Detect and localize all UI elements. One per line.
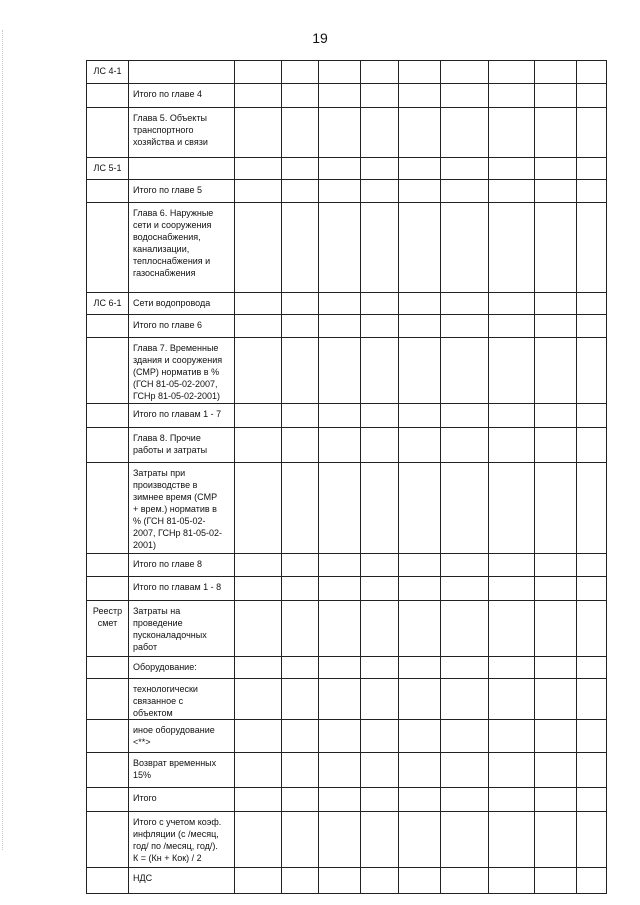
- empty-value-cell: [282, 601, 319, 657]
- empty-value-cell: [399, 679, 441, 720]
- empty-value-cell: [361, 338, 399, 404]
- empty-value-cell: [361, 868, 399, 894]
- empty-value-cell: [535, 577, 577, 601]
- empty-value-cell: [577, 315, 607, 338]
- empty-value-cell: [235, 812, 282, 868]
- empty-value-cell: [399, 84, 441, 108]
- empty-value-cell: [399, 203, 441, 293]
- table-row: [87, 293, 607, 315]
- empty-value-cell: [282, 338, 319, 404]
- empty-value-cell: [577, 868, 607, 894]
- empty-value-cell: [489, 158, 535, 180]
- page-number: 19: [312, 30, 328, 46]
- row-code-cell: [87, 812, 129, 868]
- empty-value-cell: [441, 788, 489, 812]
- empty-value-cell: [577, 463, 607, 554]
- row-code-cell: [87, 679, 129, 720]
- table-row: [87, 601, 607, 657]
- empty-value-cell: [282, 463, 319, 554]
- empty-value-cell: [399, 158, 441, 180]
- table-row: [87, 788, 607, 812]
- empty-value-cell: [282, 788, 319, 812]
- table-row: [87, 679, 607, 720]
- empty-value-cell: [319, 315, 361, 338]
- empty-value-cell: [361, 293, 399, 315]
- empty-value-cell: [282, 293, 319, 315]
- empty-value-cell: [282, 404, 319, 428]
- empty-value-cell: [441, 203, 489, 293]
- empty-value-cell: [319, 293, 361, 315]
- empty-value-cell: [361, 315, 399, 338]
- row-code-cell: Реестр смет: [87, 601, 129, 657]
- empty-value-cell: [399, 404, 441, 428]
- row-name-cell: [129, 61, 235, 84]
- empty-value-cell: [489, 753, 535, 788]
- empty-value-cell: [361, 720, 399, 753]
- table-row: [87, 108, 607, 158]
- empty-value-cell: [441, 61, 489, 84]
- empty-value-cell: [441, 108, 489, 158]
- row-code-cell: [87, 463, 129, 554]
- empty-value-cell: [577, 679, 607, 720]
- empty-value-cell: [489, 812, 535, 868]
- empty-value-cell: [319, 180, 361, 203]
- row-code-cell: [87, 554, 129, 577]
- row-name-cell: Итого: [129, 788, 235, 812]
- empty-value-cell: [235, 203, 282, 293]
- empty-value-cell: [441, 315, 489, 338]
- empty-value-cell: [535, 788, 577, 812]
- empty-value-cell: [235, 180, 282, 203]
- row-code-cell: [87, 338, 129, 404]
- empty-value-cell: [361, 577, 399, 601]
- empty-value-cell: [235, 158, 282, 180]
- table-row: [87, 577, 607, 601]
- empty-value-cell: [535, 720, 577, 753]
- empty-value-cell: [577, 577, 607, 601]
- empty-value-cell: [535, 404, 577, 428]
- row-name-cell: Глава 6. Наружные сети и сооружения водоснабжения, канализации, теплоснабжения и газоснабжения: [129, 203, 235, 293]
- row-name-cell: Глава 5. Объекты транспортного хозяйства и связи: [129, 108, 235, 158]
- empty-value-cell: [319, 812, 361, 868]
- empty-value-cell: [399, 868, 441, 894]
- empty-value-cell: [577, 753, 607, 788]
- empty-value-cell: [319, 108, 361, 158]
- row-name-cell: Сети водопровода: [129, 293, 235, 315]
- row-code-cell: [87, 788, 129, 812]
- empty-value-cell: [489, 657, 535, 679]
- empty-value-cell: [235, 315, 282, 338]
- empty-value-cell: [282, 428, 319, 463]
- row-name-cell: Оборудование:: [129, 657, 235, 679]
- empty-value-cell: [319, 679, 361, 720]
- empty-value-cell: [319, 338, 361, 404]
- empty-value-cell: [361, 203, 399, 293]
- empty-value-cell: [399, 108, 441, 158]
- empty-value-cell: [535, 601, 577, 657]
- empty-value-cell: [489, 601, 535, 657]
- empty-value-cell: [361, 657, 399, 679]
- empty-value-cell: [441, 338, 489, 404]
- empty-value-cell: [535, 463, 577, 554]
- empty-value-cell: [235, 293, 282, 315]
- empty-value-cell: [489, 554, 535, 577]
- estimate-table: [86, 60, 607, 894]
- row-name-cell: технологически связанное с объектом: [129, 679, 235, 720]
- empty-value-cell: [577, 203, 607, 293]
- empty-value-cell: [399, 338, 441, 404]
- table-row: [87, 753, 607, 788]
- empty-value-cell: [282, 108, 319, 158]
- empty-value-cell: [489, 788, 535, 812]
- empty-value-cell: [535, 315, 577, 338]
- empty-value-cell: [319, 158, 361, 180]
- row-name-cell: Глава 8. Прочие работы и затраты: [129, 428, 235, 463]
- empty-value-cell: [441, 554, 489, 577]
- row-code-cell: ЛС 4-1: [87, 61, 129, 84]
- empty-value-cell: [441, 428, 489, 463]
- empty-value-cell: [235, 868, 282, 894]
- empty-value-cell: [235, 720, 282, 753]
- row-code-cell: [87, 753, 129, 788]
- empty-value-cell: [282, 84, 319, 108]
- empty-value-cell: [235, 84, 282, 108]
- empty-value-cell: [535, 428, 577, 463]
- empty-value-cell: [235, 463, 282, 554]
- empty-value-cell: [319, 788, 361, 812]
- table-row: [87, 428, 607, 463]
- row-code-cell: ЛС 6-1: [87, 293, 129, 315]
- empty-value-cell: [577, 84, 607, 108]
- empty-value-cell: [361, 601, 399, 657]
- empty-value-cell: [235, 338, 282, 404]
- empty-value-cell: [235, 788, 282, 812]
- empty-value-cell: [489, 679, 535, 720]
- empty-value-cell: [235, 657, 282, 679]
- table-row: [87, 657, 607, 679]
- empty-value-cell: [535, 203, 577, 293]
- row-name-cell: Глава 7. Временные здания и сооружения (СМР) норматив в % (ГСН 81-05-02-2007, ГСНр 81-05-02-2001): [129, 338, 235, 404]
- row-code-cell: [87, 404, 129, 428]
- empty-value-cell: [319, 753, 361, 788]
- empty-value-cell: [577, 428, 607, 463]
- empty-value-cell: [535, 679, 577, 720]
- row-name-cell: Затраты при производстве в зимнее время (СМР + врем.) норматив в % (ГСН 81-05-02- 2007, ГСНр 81-05-02- 2001): [129, 463, 235, 554]
- empty-value-cell: [489, 577, 535, 601]
- empty-value-cell: [282, 868, 319, 894]
- empty-value-cell: [282, 61, 319, 84]
- row-code-cell: [87, 84, 129, 108]
- empty-value-cell: [577, 108, 607, 158]
- empty-value-cell: [399, 812, 441, 868]
- empty-value-cell: [361, 753, 399, 788]
- empty-value-cell: [577, 554, 607, 577]
- table-row: [87, 338, 607, 404]
- empty-value-cell: [577, 720, 607, 753]
- empty-value-cell: [361, 554, 399, 577]
- empty-value-cell: [489, 720, 535, 753]
- empty-value-cell: [441, 84, 489, 108]
- row-code-cell: [87, 315, 129, 338]
- empty-value-cell: [441, 293, 489, 315]
- table-row: [87, 554, 607, 577]
- row-name-cell: [129, 158, 235, 180]
- table-row: [87, 61, 607, 84]
- empty-value-cell: [441, 720, 489, 753]
- empty-value-cell: [361, 61, 399, 84]
- empty-value-cell: [535, 84, 577, 108]
- empty-value-cell: [577, 338, 607, 404]
- table-row: [87, 315, 607, 338]
- empty-value-cell: [577, 788, 607, 812]
- empty-value-cell: [535, 293, 577, 315]
- empty-value-cell: [399, 788, 441, 812]
- empty-value-cell: [399, 657, 441, 679]
- empty-value-cell: [361, 404, 399, 428]
- empty-value-cell: [399, 601, 441, 657]
- empty-value-cell: [441, 657, 489, 679]
- empty-value-cell: [282, 657, 319, 679]
- row-name-cell: Итого по главе 8: [129, 554, 235, 577]
- empty-value-cell: [535, 812, 577, 868]
- empty-value-cell: [319, 601, 361, 657]
- empty-value-cell: [282, 203, 319, 293]
- empty-value-cell: [489, 315, 535, 338]
- row-code-cell: [87, 720, 129, 753]
- row-code-cell: [87, 108, 129, 158]
- empty-value-cell: [319, 868, 361, 894]
- empty-value-cell: [361, 788, 399, 812]
- empty-value-cell: [235, 61, 282, 84]
- empty-value-cell: [399, 315, 441, 338]
- empty-value-cell: [441, 577, 489, 601]
- empty-value-cell: [282, 679, 319, 720]
- table-row: [87, 812, 607, 868]
- row-name-cell: Итого по главе 6: [129, 315, 235, 338]
- empty-value-cell: [577, 404, 607, 428]
- table-row: [87, 720, 607, 753]
- empty-value-cell: [319, 61, 361, 84]
- empty-value-cell: [577, 812, 607, 868]
- empty-value-cell: [319, 577, 361, 601]
- row-code-cell: [87, 577, 129, 601]
- empty-value-cell: [319, 657, 361, 679]
- table-row: [87, 868, 607, 894]
- empty-value-cell: [361, 158, 399, 180]
- row-code-cell: [87, 428, 129, 463]
- empty-value-cell: [282, 315, 319, 338]
- empty-value-cell: [489, 404, 535, 428]
- empty-value-cell: [489, 463, 535, 554]
- empty-value-cell: [235, 108, 282, 158]
- row-name-cell: иное оборудование <**>: [129, 720, 235, 753]
- empty-value-cell: [282, 577, 319, 601]
- empty-value-cell: [535, 868, 577, 894]
- empty-value-cell: [441, 868, 489, 894]
- empty-value-cell: [235, 404, 282, 428]
- empty-value-cell: [282, 812, 319, 868]
- empty-value-cell: [361, 180, 399, 203]
- row-code-cell: [87, 657, 129, 679]
- empty-value-cell: [441, 812, 489, 868]
- empty-value-cell: [235, 428, 282, 463]
- empty-value-cell: [282, 158, 319, 180]
- empty-value-cell: [535, 61, 577, 84]
- empty-value-cell: [489, 868, 535, 894]
- empty-value-cell: [535, 554, 577, 577]
- empty-value-cell: [361, 812, 399, 868]
- empty-value-cell: [535, 158, 577, 180]
- table-row: [87, 158, 607, 180]
- scan-edge-marks: [2, 30, 5, 850]
- empty-value-cell: [399, 428, 441, 463]
- empty-value-cell: [319, 720, 361, 753]
- empty-value-cell: [535, 753, 577, 788]
- empty-value-cell: [399, 753, 441, 788]
- row-code-cell: [87, 180, 129, 203]
- table-row: [87, 180, 607, 203]
- empty-value-cell: [319, 428, 361, 463]
- empty-value-cell: [577, 657, 607, 679]
- empty-value-cell: [535, 657, 577, 679]
- empty-value-cell: [489, 338, 535, 404]
- empty-value-cell: [282, 554, 319, 577]
- row-name-cell: Итого по главе 5: [129, 180, 235, 203]
- empty-value-cell: [441, 753, 489, 788]
- empty-value-cell: [319, 203, 361, 293]
- row-name-cell: Возврат временных 15%: [129, 753, 235, 788]
- empty-value-cell: [399, 293, 441, 315]
- empty-value-cell: [361, 108, 399, 158]
- empty-value-cell: [489, 203, 535, 293]
- row-name-cell: Затраты на проведение пусконаладочных работ: [129, 601, 235, 657]
- estimate-rows: [87, 61, 607, 894]
- empty-value-cell: [399, 180, 441, 203]
- empty-value-cell: [399, 554, 441, 577]
- empty-value-cell: [577, 158, 607, 180]
- empty-value-cell: [319, 463, 361, 554]
- empty-value-cell: [535, 108, 577, 158]
- table-row: [87, 84, 607, 108]
- empty-value-cell: [489, 61, 535, 84]
- empty-value-cell: [489, 84, 535, 108]
- empty-value-cell: [282, 180, 319, 203]
- empty-value-cell: [441, 180, 489, 203]
- row-name-cell: НДС: [129, 868, 235, 894]
- empty-value-cell: [535, 338, 577, 404]
- empty-value-cell: [441, 463, 489, 554]
- empty-value-cell: [577, 180, 607, 203]
- row-code-cell: ЛС 5-1: [87, 158, 129, 180]
- empty-value-cell: [282, 720, 319, 753]
- row-code-cell: [87, 868, 129, 894]
- empty-value-cell: [235, 679, 282, 720]
- row-code-cell: [87, 203, 129, 293]
- empty-value-cell: [577, 61, 607, 84]
- empty-value-cell: [235, 753, 282, 788]
- empty-value-cell: [399, 61, 441, 84]
- empty-value-cell: [319, 404, 361, 428]
- table-row: [87, 203, 607, 293]
- empty-value-cell: [489, 108, 535, 158]
- empty-value-cell: [235, 554, 282, 577]
- empty-value-cell: [489, 293, 535, 315]
- row-name-cell: Итого по главам 1 - 8: [129, 577, 235, 601]
- empty-value-cell: [399, 720, 441, 753]
- table-row: [87, 404, 607, 428]
- empty-value-cell: [319, 554, 361, 577]
- empty-value-cell: [441, 601, 489, 657]
- empty-value-cell: [577, 293, 607, 315]
- table-row: [87, 463, 607, 554]
- empty-value-cell: [399, 577, 441, 601]
- empty-value-cell: [235, 601, 282, 657]
- empty-value-cell: [441, 404, 489, 428]
- row-name-cell: Итого с учетом коэф. инфляции (с /месяц, год/ по /месяц, год/). К = (Кн + Кок) / 2: [129, 812, 235, 868]
- empty-value-cell: [282, 753, 319, 788]
- empty-value-cell: [235, 577, 282, 601]
- empty-value-cell: [399, 463, 441, 554]
- row-name-cell: Итого по главам 1 - 7: [129, 404, 235, 428]
- empty-value-cell: [361, 428, 399, 463]
- empty-value-cell: [361, 84, 399, 108]
- empty-value-cell: [361, 679, 399, 720]
- empty-value-cell: [577, 601, 607, 657]
- empty-value-cell: [441, 679, 489, 720]
- row-name-cell: Итого по главе 4: [129, 84, 235, 108]
- empty-value-cell: [489, 180, 535, 203]
- empty-value-cell: [441, 158, 489, 180]
- empty-value-cell: [319, 84, 361, 108]
- empty-value-cell: [535, 180, 577, 203]
- empty-value-cell: [489, 428, 535, 463]
- empty-value-cell: [361, 463, 399, 554]
